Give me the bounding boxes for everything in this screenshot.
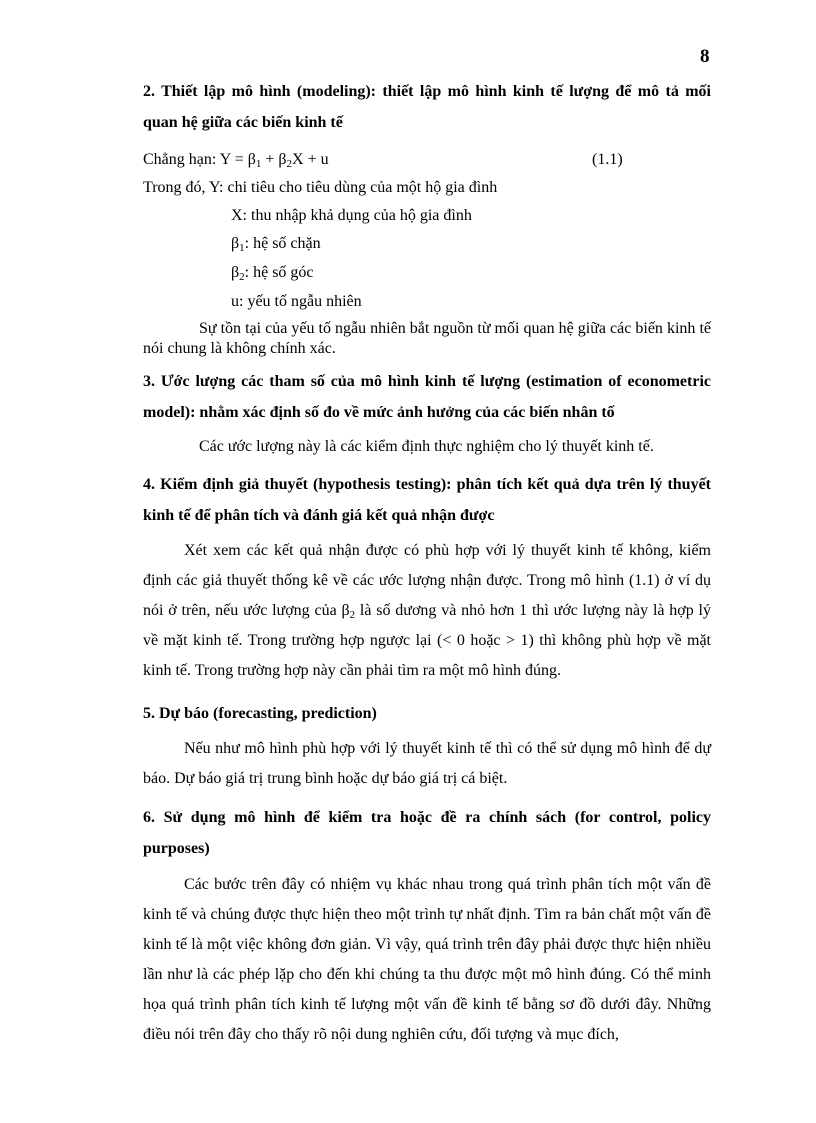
equation-number: (1.1) [592, 151, 623, 168]
section-2-note: Sự tồn tại của yếu tố ngẫu nhiên bắt nguồn từ mối quan hệ giữa các biến kinh tế nói chung là không chính xác. [143, 320, 711, 357]
section-3-body: Các ước lượng này là các kiểm định thực nghiệm cho lý thuyết kinh tế. [199, 438, 654, 455]
where-line: Trong đó, Y: chi tiêu cho tiêu dùng của một hộ gia đình [143, 179, 498, 196]
definition-x: X: thu nhập khả dụng của hộ gia đình [231, 207, 472, 224]
section-2-heading: 2. Thiết lập mô hình (modeling): thiết lập mô hình kinh tế lượng để mô tả mối quan hệ giữa các biến kinh tế [143, 83, 711, 131]
equation-text: Chẳng hạn: $Y = \beta_1 + \beta_2X + u$ [143, 151, 329, 170]
section-4-heading: 4. Kiểm định giả thuyết (hypothesis testing): phân tích kết quả dựa trên lý thuyết kinh tế để phân tích và đánh giá kết quả nhận được [143, 476, 711, 524]
section-6-heading: 6. Sử dụng mô hình để kiểm tra hoặc đề ra chính sách (for control, policy purposes) [143, 809, 711, 857]
definition-beta1: $\beta_1$: hệ số chặn [231, 235, 321, 254]
section-6-body: Các bước trên đây có nhiệm vụ khác nhau trong quá trình phân tích một vấn đề kinh tế và chúng được thực hiện theo một trình tự nhất định. Tìm ra bản chất một vấn đề kinh tế là một việc không đơn giản. Vì vậy, quá trình trên đây phải được thực hiện nhiều lần như là các phép lặp cho đến khi chúng ta thu được một mô hình đúng. Có thể minh họa quá trình phân tích kinh tế lượng một vấn đề kinh tế bằng sơ đồ dưới đây. Những điều nói trên đây cho thấy rõ nội dung nghiên cứu, đối tượng và mục đích, [143, 876, 711, 1043]
page-number: 8 [700, 46, 710, 67]
section-5-heading: 5. Dự báo (forecasting, prediction) [143, 705, 377, 722]
definition-beta2: $\beta_2$: hệ số góc [231, 264, 314, 283]
section-3-heading: 3. Ước lượng các tham số của mô hình kinh tế lượng (estimation of econometric model): nhằm xác định số đo về mức ảnh hưởng của các biến nhân tố [143, 373, 711, 421]
definition-u: u: yếu tố ngẫu nhiên [231, 293, 362, 310]
section-4-body: Xét xem các kết quả nhận được có phù hợp với lý thuyết kinh tế không, kiểm định các giả thuyết thống kê về các ước lượng nhận được. Trong mô hình (1.1) ở ví dụ nói ở trên, nếu ước lượng của $\beta_2$ là số dương và nhỏ hơn 1 thì ước lượng này là hợp lý về mặt kinh tế. Trong trường hợp ngược lại (< 0 hoặc > 1) thì không phù hợp về mặt kinh tế. Trong trường hợp này cần phải tìm ra một mô hình đúng. [143, 542, 711, 679]
section-5-body: Nếu như mô hình phù hợp với lý thuyết kinh tế thì có thể sử dụng mô hình để dự báo. Dự báo giá trị trung bình hoặc dự báo giá trị cá biệt. [143, 740, 711, 787]
model-equation [143, 150, 711, 170]
